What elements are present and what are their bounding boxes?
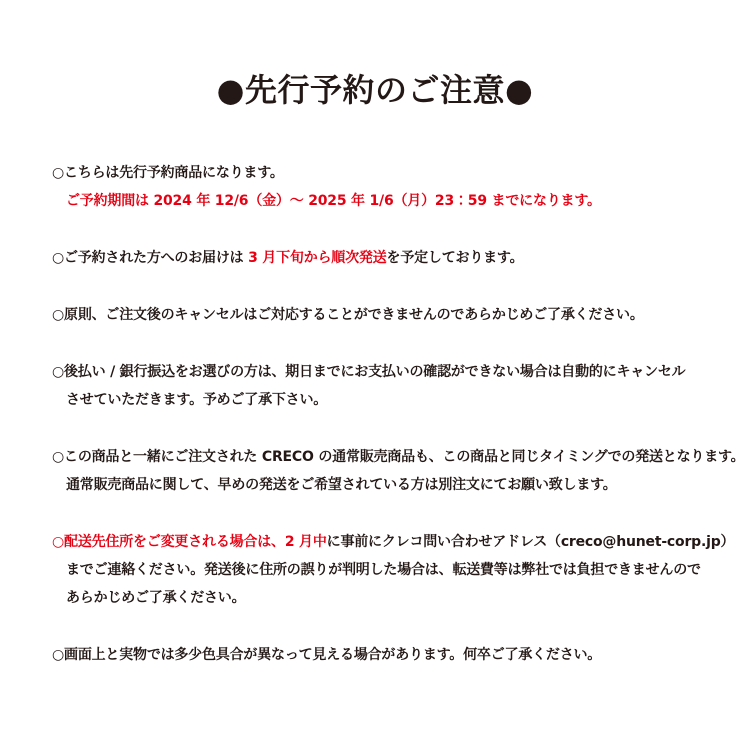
notice-item (0, 528, 750, 612)
notice-text: までご連絡ください。発送後に住所の誤りが判明した場合は、転送費等は弊社では負担できませんので (66, 562, 701, 578)
notice-line (0, 556, 750, 584)
notice-text: ○画面上と実物では多少色具合が異なって見える場合があります。何卒ご了承ください。 (52, 647, 602, 663)
notice-line (0, 386, 750, 414)
notice-item (0, 358, 750, 414)
notice-item (0, 443, 750, 499)
notice-text: ○この商品と一緒にご注文された CRECO の通常販売商品も、この商品と同じタイミングでの発送となります。 (52, 449, 745, 465)
notice-text: ○後払い / 銀行振込をお選びの方は、期日までにお支払いの確認ができない場合は自動的にキャンセル (52, 364, 686, 380)
notice-line (0, 159, 750, 187)
notice-line (0, 187, 750, 215)
notice-text: ○原則、ご注文後のキャンセルはご対応することができませんのであらかじめご了承ください。 (52, 307, 644, 323)
notice-text: を予定しております。 (386, 250, 524, 266)
notice-item (0, 244, 750, 272)
notice-text-red: ご予約期間は 2024 年 12/6（金）～ 2025 年 1/6（月）23：59 までになります。 (66, 193, 601, 209)
notice-line (0, 471, 750, 499)
notice-item (0, 641, 750, 669)
notice-text: ○こちらは先行予約商品になります。 (52, 165, 284, 181)
notice-text: あらかじめご了承ください。 (66, 590, 246, 606)
notice-text: に事前にクレコ問い合わせアドレス（creco@hunet-corp.jp） (326, 534, 735, 550)
notice-text-red: 3 月下旬から順次発送 (248, 250, 387, 266)
notice-line (0, 584, 750, 612)
notice-line (0, 301, 750, 329)
notice-item (0, 159, 750, 215)
notice-text: 通常販売商品に関して、早めの発送をご希望されている方は別注文にてお願い致します。 (66, 477, 617, 493)
notice-item (0, 301, 750, 329)
notice-text: させていただきます。予めご了承下さい。 (66, 392, 328, 408)
page-title: ●先行予約のご注意● (216, 71, 534, 109)
notice-text-red: ○配送先住所をご変更される場合は、2 月中 (52, 534, 327, 550)
notice-line (0, 244, 750, 272)
notice-line (0, 443, 750, 471)
notice-list (0, 159, 750, 698)
notice-text: ○ご予約された方へのお届けは (52, 250, 249, 266)
notice-line (0, 358, 750, 386)
notice-line (0, 641, 750, 669)
notice-line (0, 528, 750, 556)
